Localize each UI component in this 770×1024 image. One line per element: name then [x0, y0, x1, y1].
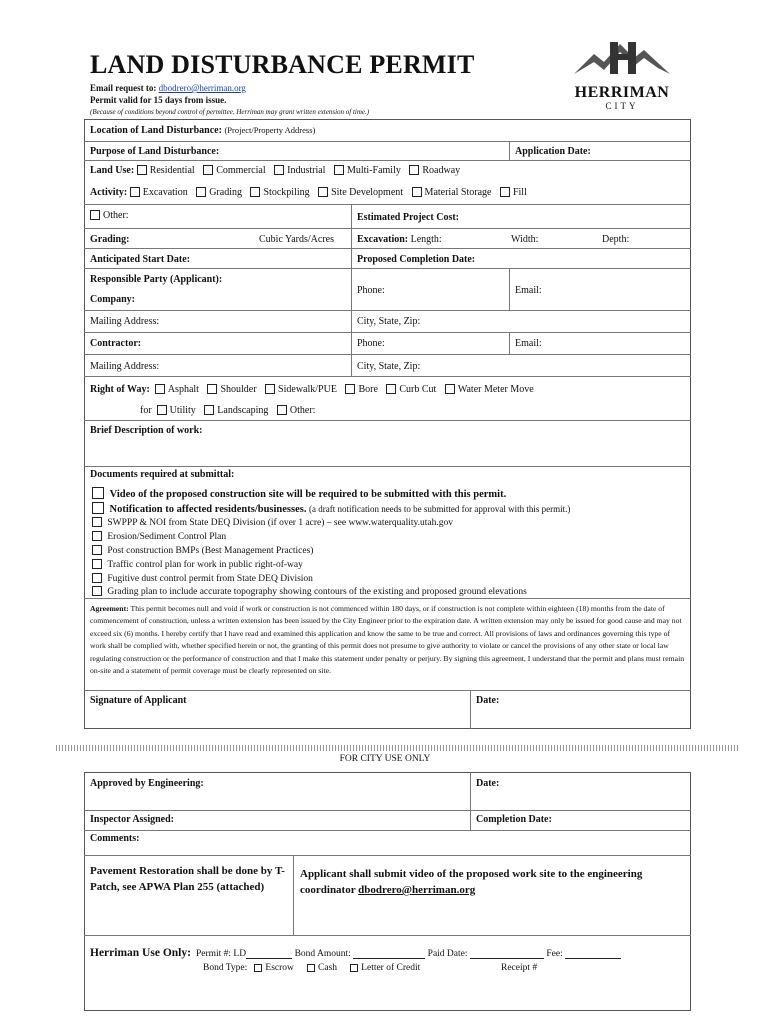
checkbox[interactable]	[412, 187, 422, 197]
activity-material-storage[interactable]: Material Storage	[412, 187, 492, 198]
doc-dust[interactable]: Fugitive dust control permit from State DEQ Division	[92, 573, 313, 584]
checkbox[interactable]	[130, 187, 140, 197]
checkbox[interactable]	[254, 964, 262, 972]
application-date-field[interactable]: Application Date:	[515, 146, 591, 157]
applicant-mailing-field[interactable]: Mailing Address:	[90, 316, 160, 327]
checkbox[interactable]	[204, 405, 214, 415]
bond-escrow[interactable]: Escrow	[254, 963, 294, 973]
page-title: LAND DISTURBANCE PERMIT	[90, 50, 475, 79]
row-bore[interactable]: Bore	[345, 384, 377, 395]
row-sidewalk[interactable]: Sidewalk/PUE	[265, 384, 337, 395]
inspector-field[interactable]: Inspector Assigned:	[90, 814, 174, 825]
checkbox[interactable]	[318, 187, 328, 197]
row-water-meter[interactable]: Water Meter Move	[445, 384, 534, 395]
activity-excavation[interactable]: Excavation	[130, 187, 188, 198]
comments-field[interactable]: Comments:	[90, 833, 140, 844]
city-completion-date-field[interactable]: Completion Date:	[476, 814, 552, 825]
activity-label: Activity:	[90, 187, 128, 198]
validity-note: Permit valid for 15 days from issue.	[90, 95, 227, 105]
checkbox[interactable]	[207, 384, 217, 394]
checkbox[interactable]	[203, 165, 213, 175]
applicant-phone-field[interactable]: Phone:	[357, 285, 385, 296]
checkbox[interactable]	[500, 187, 510, 197]
contractor-email-field[interactable]: Email:	[515, 338, 542, 349]
checkbox[interactable]	[250, 187, 260, 197]
responsible-party-field[interactable]: Responsible Party (Applicant):	[90, 274, 223, 285]
video-note: Applicant shall submit video of the proposed work site to the engineering coordinator dbodrero@herriman.org	[300, 868, 643, 896]
right-of-way-row-2: for Utility Landscaping Other:	[140, 405, 316, 416]
checkbox[interactable]	[92, 517, 102, 527]
bond-cash[interactable]: Cash	[307, 963, 337, 973]
email-request-label: Email request to:	[90, 83, 157, 93]
checkbox[interactable]	[345, 384, 355, 394]
email-link[interactable]: dbodrero@herriman.org	[158, 83, 246, 93]
land-use-commercial[interactable]: Commercial	[203, 165, 265, 176]
checkbox[interactable]	[277, 405, 287, 415]
contractor-phone-field[interactable]: Phone:	[357, 338, 385, 349]
location-label: Location of Land Disturbance:	[90, 125, 222, 136]
depth-field[interactable]: Depth:	[602, 234, 630, 245]
checkbox[interactable]	[196, 187, 206, 197]
land-use-residential[interactable]: Residential	[137, 165, 195, 176]
contractor-mailing-field[interactable]: Mailing Address:	[90, 361, 160, 372]
fee-field[interactable]: Fee:	[546, 949, 621, 959]
row-utility[interactable]: Utility	[157, 405, 196, 416]
right-of-way-label: Right of Way:	[90, 384, 150, 395]
activity-stockpiling[interactable]: Stockpiling	[250, 187, 309, 198]
location-field[interactable]	[90, 125, 315, 136]
pavement-note: Pavement Restoration shall be done by T-Patch, see APWA Plan 255 (attached)	[90, 865, 285, 893]
brief-description-field[interactable]: Brief Description of work:	[90, 425, 203, 436]
doc-erosion[interactable]: Erosion/Sediment Control Plan	[92, 531, 226, 542]
checkbox[interactable]	[265, 384, 275, 394]
checkbox[interactable]	[386, 384, 396, 394]
company-field[interactable]: Company:	[90, 294, 136, 305]
permit-number-field[interactable]: Permit #: LD	[196, 949, 292, 959]
agreement-text: Agreement: This permit becomes null and void if work or construction is not commenced within 180 days, or if construction is not complete within eighteen (18) months from the date of commencement of construction, unless a written extension has been issued by the City Engineer prior to the expiration date. A written extension may only be issued for good cause and may not exceed six (6) months. I hereby certify that I have read and examined this application and know the same to be true and correct. All provisions of laws and ordinances governing this type of work shall be complied with, whether specified herein or not, the granting of this permit does not presume to give authority to violate or cancel the provisions of any other state or local law regulating construction or the performance of construction and that I make this statement under penalty or perjury. By signing this agreement, I understand that the permit and plans must remain on-site and a statement of permit coverage must be clearly represented on site.	[90, 604, 685, 676]
excavation-field[interactable]: Excavation: Length:	[357, 234, 442, 245]
row-curb-cut[interactable]: Curb Cut	[386, 384, 436, 395]
signature-field[interactable]: Signature of Applicant	[90, 695, 187, 706]
checkbox[interactable]	[409, 165, 419, 175]
bond-letter-of-credit[interactable]: Letter of Credit	[350, 963, 420, 973]
doc-video[interactable]: Video of the proposed construction site will be required to be submitted with this permit.	[92, 487, 506, 500]
checkbox[interactable]	[92, 545, 102, 555]
herriman-use-row: Herriman Use Only: Permit #: LD Bond Amount: Paid Date: Fee:	[90, 947, 621, 959]
logo-name: HERRIMAN	[574, 84, 670, 101]
extension-note: (Because of conditions beyond control of permittee, Herriman may grant written extension of time.)	[90, 108, 370, 116]
signature-date-field[interactable]: Date:	[476, 695, 500, 706]
checkbox[interactable]	[92, 487, 104, 499]
checkbox[interactable]	[92, 531, 102, 541]
activity-grading[interactable]: Grading	[196, 187, 242, 198]
contractor-field[interactable]: Contractor:	[90, 338, 142, 349]
row-landscaping[interactable]: Landscaping	[204, 405, 268, 416]
contractor-city-field[interactable]: City, State, Zip:	[357, 361, 421, 372]
checkbox[interactable]	[92, 502, 104, 514]
coordinator-email-link[interactable]: dbodrero@herriman.org	[358, 884, 476, 896]
email-request	[90, 83, 246, 93]
cut-line	[56, 745, 740, 751]
bond-amount-field[interactable]: Bond Amount:	[295, 949, 426, 959]
checkbox[interactable]	[92, 573, 102, 583]
doc-swppp[interactable]: SWPPP & NOI from State DEQ Division (if over 1 acre) – see www.waterquality.utah.gov	[92, 517, 453, 528]
doc-traffic[interactable]: Traffic control plan for work in public right-of-way	[92, 559, 303, 570]
checkbox[interactable]	[137, 165, 147, 175]
city-use-label: FOR CITY USE ONLY	[339, 754, 431, 764]
row-other[interactable]: Other:	[277, 405, 316, 416]
right-of-way-row	[90, 384, 540, 395]
land-use-roadway[interactable]: Roadway	[409, 165, 460, 176]
paid-date-field[interactable]: Paid Date:	[428, 949, 544, 959]
location-hint: (Project/Property Address)	[224, 125, 316, 135]
land-use-industrial[interactable]: Industrial	[274, 165, 325, 176]
checkbox[interactable]	[307, 964, 315, 972]
estimated-cost-field[interactable]: Estimated Project Cost:	[357, 212, 460, 223]
applicant-email-field[interactable]: Email:	[515, 285, 542, 296]
land-use-row	[90, 165, 466, 176]
grading-field[interactable]: Grading:	[90, 234, 130, 245]
doc-grading-plan[interactable]: Grading plan to include accurate topography showing contours of the existing and proposed ground elevations	[92, 586, 527, 597]
land-use-multi-family[interactable]: Multi-Family	[334, 165, 401, 176]
logo-city: CITY	[605, 101, 639, 111]
checkbox[interactable]	[350, 964, 358, 972]
checkbox[interactable]	[445, 384, 455, 394]
checkbox[interactable]	[90, 210, 100, 220]
bond-type-row: Bond Type: Escrow Cash Letter of Credit	[203, 963, 421, 973]
row-asphalt[interactable]: Asphalt	[155, 384, 199, 395]
approved-date-field[interactable]: Date:	[476, 778, 500, 789]
checkbox[interactable]	[334, 165, 344, 175]
checkbox[interactable]	[157, 405, 167, 415]
documents-label: Documents required at submittal:	[90, 469, 235, 480]
completion-date-field[interactable]: Proposed Completion Date:	[357, 254, 476, 265]
cubic-yards-label: Cubic Yards/Acres	[259, 234, 334, 245]
activity-fill[interactable]: Fill	[500, 187, 527, 198]
width-field[interactable]: Width:	[511, 234, 539, 245]
other-field[interactable]: Other:	[90, 210, 129, 221]
receipt-field[interactable]: Receipt #	[501, 963, 538, 973]
row-shoulder[interactable]: Shoulder	[207, 384, 256, 395]
doc-notification[interactable]: Notification to affected residents/businesses. (a draft notification needs to be submitted for approval with this permit.)	[92, 502, 570, 515]
activity-site-development[interactable]: Site Development	[318, 187, 403, 198]
applicant-city-field[interactable]: City, State, Zip:	[357, 316, 421, 327]
doc-bmps[interactable]: Post construction BMPs (Best Management Practices)	[92, 545, 313, 556]
activity-row	[90, 187, 533, 198]
checkbox[interactable]	[274, 165, 284, 175]
checkbox[interactable]	[92, 559, 102, 569]
land-use-label: Land Use:	[90, 165, 135, 176]
checkbox[interactable]	[155, 384, 165, 394]
purpose-field[interactable]: Purpose of Land Disturbance:	[90, 146, 220, 157]
approved-field[interactable]: Approved by Engineering:	[90, 778, 204, 789]
start-date-field[interactable]: Anticipated Start Date:	[90, 254, 190, 265]
checkbox[interactable]	[92, 586, 102, 596]
